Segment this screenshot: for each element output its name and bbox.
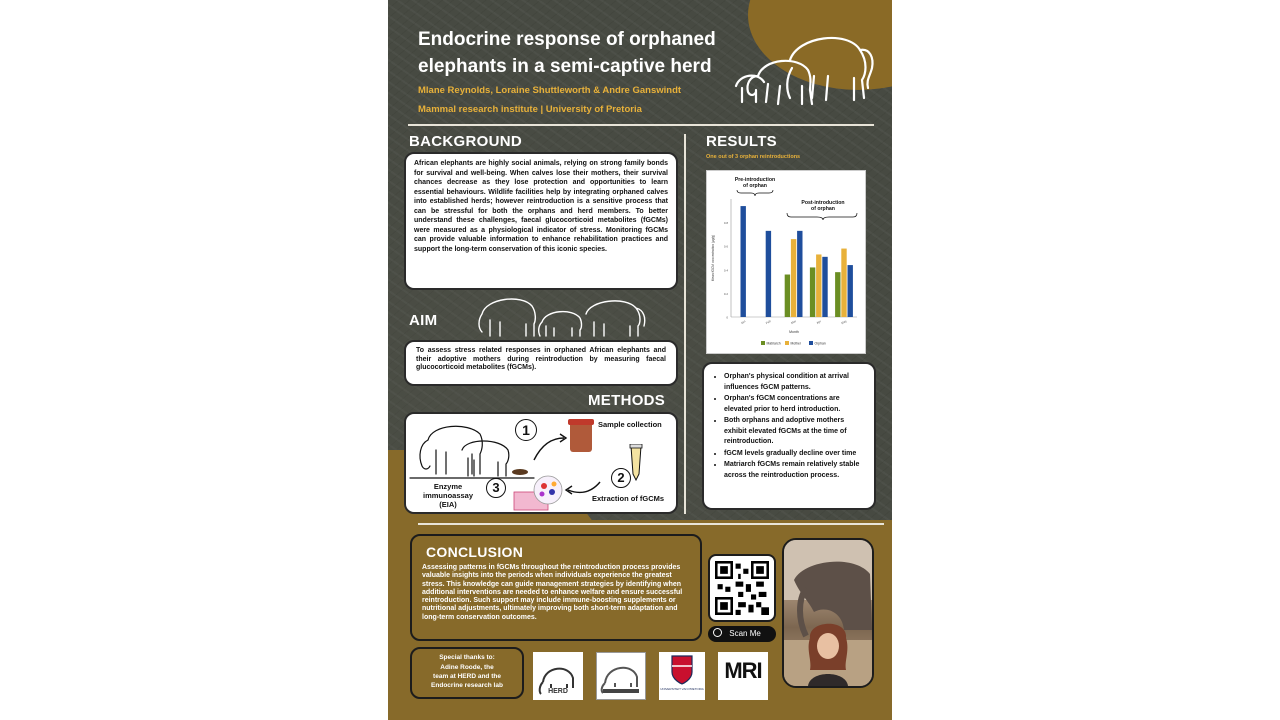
y-tick-label: 0.4 [723,268,728,273]
scan-me-label: Scan Me [729,629,761,638]
legend-label-mother: Mother [790,341,802,346]
y-tick-label: 0.8 [723,221,728,226]
bar-mother-apr [816,254,821,317]
step-3-badge: 3 [486,478,506,498]
thanks-box [410,647,524,699]
background-box [404,152,678,290]
bar-orphan-may [848,265,853,317]
results-heading: RESULTS [706,133,777,150]
up-logo [659,652,705,700]
column-divider [684,134,686,514]
step-2-badge: 2 [611,468,631,488]
x-tick-label: Feb [765,319,772,326]
x-axis-label: Month [789,330,799,334]
title-line-2: elephants in a semi-captive herd [418,56,712,77]
poster-title [418,26,748,80]
bar-orphan-feb [766,231,771,317]
author-photo [782,538,874,688]
elephant-emblem-icon [597,653,645,699]
x-tick-label: May [840,318,848,326]
institution: Mammal research institute | University of Pretoria [418,104,642,115]
bar-chart [707,171,865,353]
legend-swatch-matriarch [761,341,765,345]
pre-bracket [737,190,773,196]
jar-lid-icon [568,419,594,425]
legend-swatch-orphan [809,341,813,345]
mri-logo-text: MRI [724,658,762,683]
eia-label [418,482,478,509]
annotation-post-line-1: Post-introduction [801,200,845,206]
eia-label-line-1: Enzyme [433,482,463,491]
elephant-portrait-icon [784,540,872,686]
legend-label-orphan: Orphan [814,341,826,346]
annotation-post-line-2: of orphan [811,206,835,212]
step-1-badge: 1 [515,419,537,441]
bar-matriarch-may [835,272,840,317]
qr-code[interactable] [708,554,776,622]
mri-logo [718,652,768,700]
bar-orphan-jan [741,206,746,317]
header-divider [408,124,874,126]
arrow-icon [562,478,602,498]
y-axis-label: Mean fGCM concentration (µg/g) [711,234,715,282]
results-chart [706,170,866,354]
thanks-line-3: Endocrine research lab [431,682,503,689]
scan-me-pill[interactable] [708,626,776,642]
sample-collection-label: Sample collection [598,420,662,429]
elephant-herd-icon [728,28,878,108]
x-tick-label: Jan [740,319,747,326]
results-bullet-list [714,372,866,481]
bar-matriarch-mar [785,275,790,317]
methods-heading: METHODS [588,392,666,409]
results-subtitle: One out of 3 orphan reintroductions [706,154,801,160]
post-bracket [787,213,857,220]
extraction-label: Extraction of fGCMs [592,494,665,503]
results-findings-box [702,362,876,510]
conclusion-heading: CONCLUSION [426,544,524,560]
arrow-icon [532,432,568,462]
bar-matriarch-apr [810,267,815,317]
herd-logo [533,652,583,700]
camera-icon [713,628,722,637]
bar-mother-may [841,249,846,317]
qr-code-icon [715,561,769,615]
y-tick-label: 0.6 [723,244,728,249]
results-bullet-1: • Orphan's physical condition at arrival influences fGCM patterns. [724,372,866,393]
thanks-line-1: Adine Roode, the [440,664,494,671]
results-bullet-4: • fGCM levels gradually decline over time [724,449,866,460]
legend-label-matriarch: Matriarch [766,341,781,346]
aim-text: To assess stress related responses in orphaned African elephants and their adoptive mothers during reintroduction by measuring faecal glucocorticoid metabolites (fGCMs). [416,347,666,371]
conclusion-box [410,534,702,641]
aim-heading: AIM [409,312,438,329]
results-bullet-3: • Both orphans and adoptive mothers exhibit elevated fGCMs at the time of reintroduction. [724,416,866,448]
sample-jar-icon [570,422,592,452]
title-line-1: Endocrine response of orphaned [418,29,716,50]
legend-swatch-mother [785,341,789,345]
x-tick-label: Mar [790,319,797,326]
y-tick-label: 0.2 [723,291,728,296]
background-text: African elephants are highly social animals, relying on strong family bonds for survival and well-being. When calves lose their mothers, their survival chances decrease as they lose protection and opportunities to learn essential behaviours. Wildlife facilities help by integrating orphaned calves into established herds; however reintroduction is a sensitive process that can be stressful for both the orphans and herd members. To better understand these challenges, faecal glucocorticoid metabolites (fGCMs) were measured as a physiological indicator of stress. Monitoring fGCMs can provide valuable information to enhance rehabilitation practices and support the long-term conservation of this iconic species. [414,160,668,253]
herd-logo-text: HERD [548,688,568,695]
bar-orphan-apr [822,257,827,317]
conclusion-text: Assessing patterns in fGCMs throughout the reintroduction process provides valuable insights into the periods when individuals experience the greatest stress. This knowledge can guide management strategies by identifying when additional interventions are needed to enhance welfare and ensure successful reintroduction. Such support may include immune-boosting supplements or nutritional adjustments, ultimately improving both short-term adaptation and long-term conservation outcomes. [422,564,683,621]
poster [388,0,892,720]
thanks-heading: Special thanks to: [439,654,495,661]
aim-box [404,340,678,386]
results-bullet-5: • Matriarch fGCMs remain relatively stable across the reintroduction process. [724,460,866,481]
thanks-line-2: team at HERD and the [433,673,501,680]
y-tick-label: 0 [726,315,728,320]
eia-plate-icon [512,474,568,512]
elephant-silhouette-icon [476,292,652,338]
up-logo-text: UNIVERSITEIT VAN PRETORIA [660,687,704,691]
authors: Mlane Reynolds, Loraine Shuttleworth & Andre Ganswindt [418,85,682,96]
background-heading: BACKGROUND [409,133,522,150]
x-tick-label: Apr [815,319,822,326]
results-bullet-2: • Orphan's fGCM concentrations are elevated prior to herd introduction. [724,394,866,415]
annotation-pre-line-2: of orphan [743,183,767,189]
eia-label-line-2: immunoassay (EIA) [422,491,474,509]
conclusion-divider [418,523,884,525]
bar-orphan-mar [797,231,802,317]
methods-box [404,412,678,514]
partner-logo [596,652,646,700]
bar-mother-mar [791,239,796,317]
university-crest-icon [659,652,705,688]
annotation-pre-line-1: Pre-introduction [734,177,776,183]
